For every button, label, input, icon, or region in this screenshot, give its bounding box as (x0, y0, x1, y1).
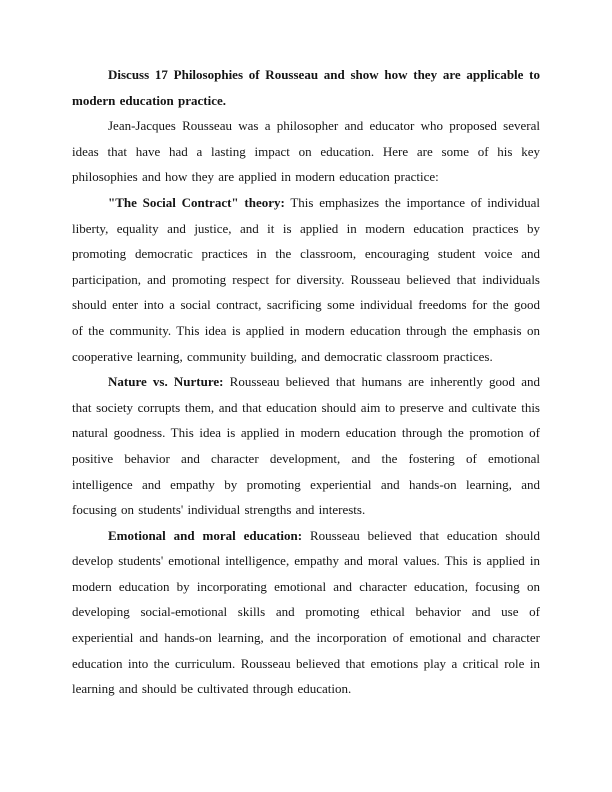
document-title (72, 62, 540, 113)
paragraph-intro (72, 113, 540, 190)
paragraph-social-contract (72, 190, 540, 369)
paragraph-text: Jean-Jacques Rousseau was a philosopher and educator who proposed several ideas that have had a lasting impact on education. Here are some of his key philosophies and how they are applied in modern education practice: (72, 118, 540, 185)
paragraph-text: Rousseau believed that humans are inherently good and that society corrupts them, and that education should aim to preserve and cultivate this natural goodness. This idea is applied in modern education through the promotion of positive behavior and character development, and the fostering of emotional intelligence and empathy by promoting experiential and hands-on learning, and focusing on students' individual strengths and interests. (72, 374, 540, 518)
paragraph-text: Rousseau believed that education should develop students' emotional intelligence, empathy and moral values. This is applied in modern education by incorporating emotional and character education, focusing on developing social-emotional skills and promoting ethical behavior and use of experiential and hands-on learning, and the incorporation of emotional and character education into the curriculum. Rousseau believed that emotions play a critical role in learning and should be cultivated through education. (72, 527, 540, 697)
paragraph-lead: "The Social Contract" theory: (108, 194, 285, 210)
paragraph-lead: Emotional and moral education: (108, 527, 303, 543)
paragraph-nature-vs-nurture (72, 369, 540, 523)
paragraph-emotional-moral-education (72, 523, 540, 702)
paragraph-lead: Nature vs. Nurture: (108, 374, 224, 390)
document-title-text: Discuss 17 Philosophies of Rousseau and show how they are applicable to modern education practice. (72, 67, 540, 108)
paragraph-text: This emphasizes the importance of individual liberty, equality and justice, and it is applied in modern education practices by promoting democratic practices in the classroom, encouraging student voice and participation, and promoting respect for diversity. Rousseau believed that individuals should enter into a social contract, sacrificing some individual freedoms for the good of the community. This idea is applied in modern education through the emphasis on cooperative learning, community building, and democratic classroom practices. (72, 194, 541, 364)
